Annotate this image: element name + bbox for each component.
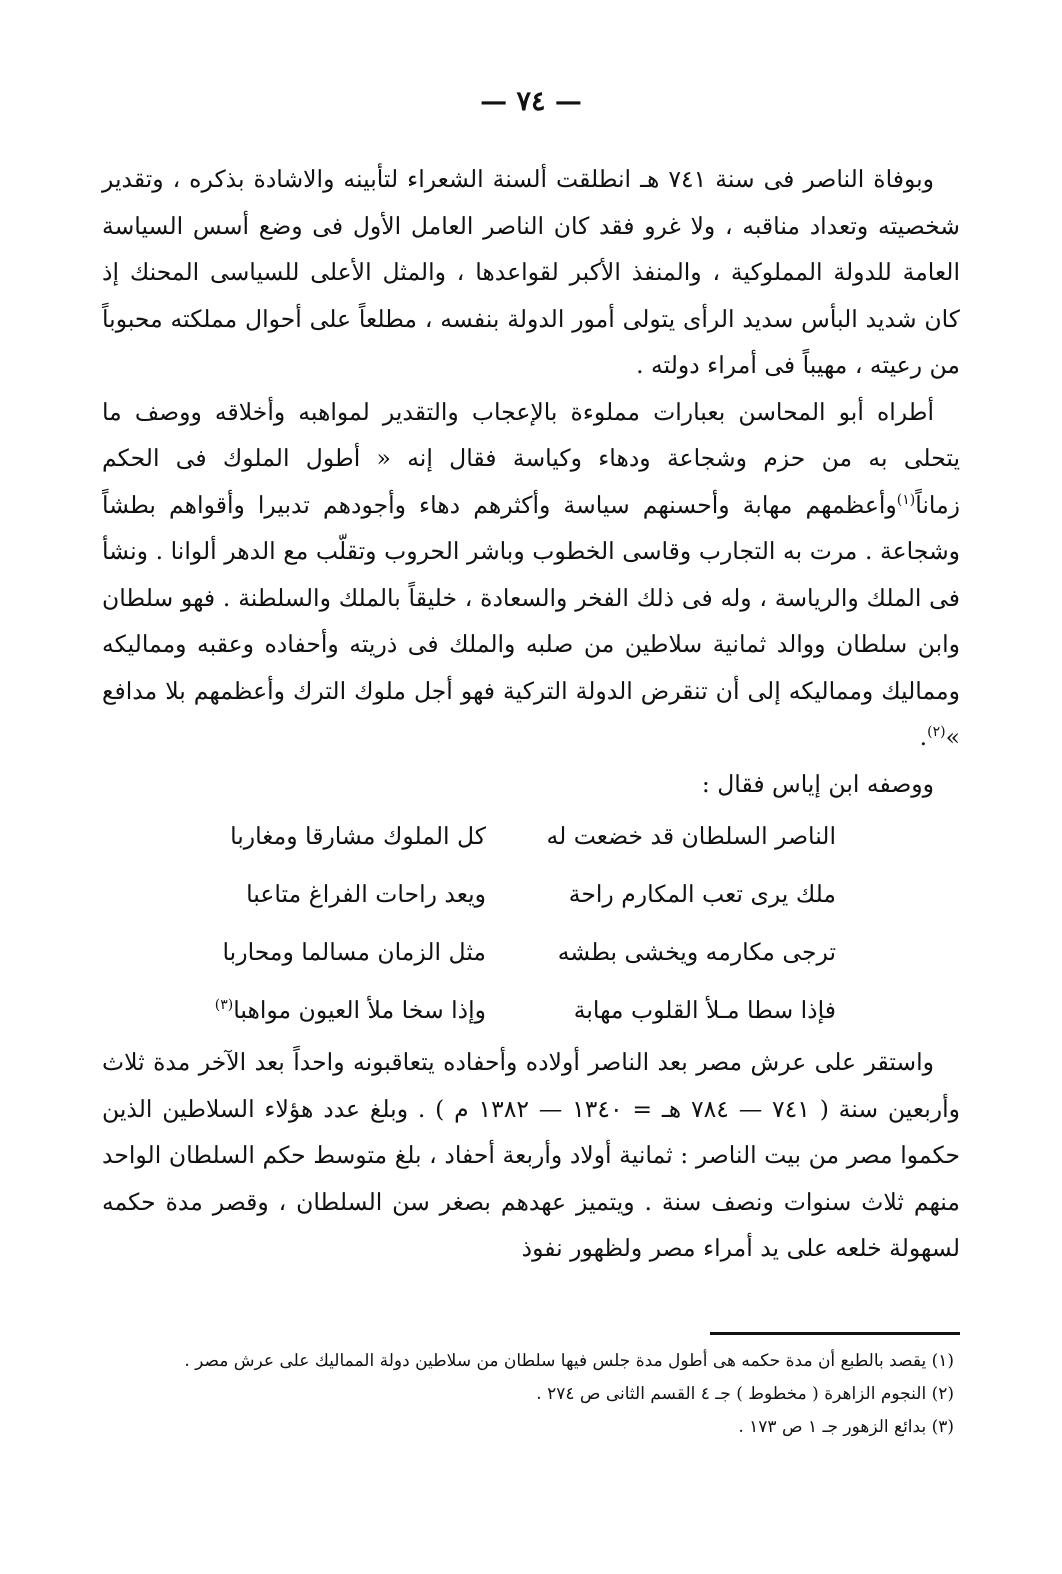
footnotes xyxy=(102,1345,954,1444)
footnote-ref-2: (٢) xyxy=(927,724,946,741)
poem xyxy=(186,807,876,1039)
poem-hemistich-first: الناصر السلطان قد خضعت له xyxy=(546,822,836,850)
footnote-separator xyxy=(710,1332,960,1335)
poem-hemistich-first: ترجى مكارمه ويخشى بطشه xyxy=(557,938,836,966)
main-text xyxy=(102,156,960,1272)
paragraph-2-part-a: أطراه أبو المحاسن بعبارات مملوءة بالإعجاب والتقدير لمواهبه وأخلاقه ووصف ما يتحلى به من حزم وشجاعة ودهاء وكياسة فقال إنه « أطول الملوك فى الحكم زماناً xyxy=(102,397,960,519)
paragraph-2: أطراه أبو المحاسن بعبارات مملوءة بالإعجاب والتقدير لمواهبه وأخلاقه ووصف ما يتحلى به من حزم وشجاعة ودهاء وكياسة فقال إنه « أطول الملوك فى الحكم زماناً$^{(١)}$وأعظمهم مهابة وأحسنهم سياسة وأكثرهم دهاء وأجودهم تدبيرا وأقواهم بطشاً وشجاعة . مرت به التجارب وقاسى الخطوب وباشر الحروب وتقلّب مع الدهر ألوانا . ونشأ فى الملك والرياسة ، وله فى ذلك الفخر والسعادة ، خليقاً بالملك والسلطنة . فهو سلطان وابن سلطان ووالد ثمانية سلاطين من صلبه والملك فى ذريته وأحفاده وعقبه ومماليكه ومماليك ومماليكه إلى أن تنقرض الدولة التركية فهو أجل ملوك الترك وأعظمهم بلا مدافع »$^{(٢)}$. xyxy=(102,397,960,751)
footnote-1: (١) يقصد بالطبع أن مدة حكمه هى أطول مدة جلس فيها سلطان من سلاطين دولة المماليك على عرش مصر . xyxy=(184,1351,954,1371)
poem-intro: ووصفه ابن إياس فقال : xyxy=(701,769,934,798)
footnote-2: (٢) النجوم الزاهرة ( مخطوط ) جـ ٤ القسم الثانى ص ٢٧٤ . xyxy=(536,1384,954,1404)
poem-hemistich-second-text: وإذا سخا ملأ العيون مواهبا xyxy=(233,996,486,1024)
poem-hemistich-second: ويعد راحات الفراغ متاعبا xyxy=(246,880,486,908)
poem-verse xyxy=(186,807,836,865)
poem-verse xyxy=(186,865,836,923)
poem-verse xyxy=(186,981,836,1039)
paragraph-2-part-b: وأعظمهم مهابة وأحسنهم سياسة وأكثرهم دهاء وأجودهم تدبيرا وأقواهم بطشاً وشجاعة . مرت به التجارب وقاسى الخطوب وباشر الحروب وتقلّب مع الدهر ألوانا . ونشأ فى الملك والرياسة ، وله فى ذلك الفخر والسعادة ، خليقاً بالملك والسلطنة . فهو سلطان وابن سلطان ووالد ثمانية سلاطين من صلبه والملك فى ذريته وأحفاده وعقبه ومماليكه ومماليك ومماليكه إلى أن تنقرض الدولة التركية فهو أجل ملوك الترك وأعظمهم بلا مدافع » xyxy=(102,490,960,751)
poem-hemistich-first: ملك يرى تعب المكارم راحة xyxy=(568,880,836,908)
paragraph-3: واستقر على عرش مصر بعد الناصر أولاده وأحفاده يتعاقبونه واحداً بعد الآخر مدة ثلاث وأربعين سنة ( ٧٤١ — ٧٨٤ هـ = ١٣٤٠ — ١٣٨٢ م ) . وبلغ عدد هؤلاء السلاطين الذين حكموا مصر من بيت الناصر : ثمانية أولاد وأربعة أحفاد ، بلغ متوسط حكم السلطان الواحد منهم ثلاث سنوات ونصف سنة . ويتميز عهدهم بصغر سن السلطان ، وقصر مدة حكمه لسهولة خلعه على يد أمراء مصر ولظهور نفوذ xyxy=(102,1048,960,1262)
footnote-ref-1: (١) xyxy=(896,491,916,508)
poem-hemistich-second: كل الملوك مشارقا ومغاربا xyxy=(230,822,486,850)
poem-hemistich-first: فإذا سطا مـلأ القلوب مهابة xyxy=(573,996,836,1024)
footnote-ref-3: (٣) xyxy=(214,997,234,1014)
poem-verse xyxy=(186,923,836,981)
poem-hemistich-second: مثل الزمان مسالما ومحاربا xyxy=(222,938,486,966)
page-number: — ٧٤ — xyxy=(480,86,582,117)
footnote-3: (٣) بدائع الزهور جـ ١ ص ١٧٣ . xyxy=(738,1417,954,1437)
paragraph-1: وبوفاة الناصر فى سنة ٧٤١ هـ انطلقت ألسنة الشعراء لتأبينه والاشادة بذكره ، وتقدير شخصيته وتعداد مناقبه ، ولا غرو فقد كان الناصر العامل الأول فى وضع أسس السياسة العامة للدولة المملوكية ، والمنفذ الأكبر لقواعدها ، والمثل الأعلى للسياسى المحنك إذ كان شديد البأس سديد الرأى يتولى أمور الدولة بنفسه ، مطلعاً على أحوال مملكته محبوباً من رعيته ، مهيباً فى أمراء دولته . xyxy=(102,165,960,379)
poem-hemistich-second xyxy=(186,981,486,1039)
